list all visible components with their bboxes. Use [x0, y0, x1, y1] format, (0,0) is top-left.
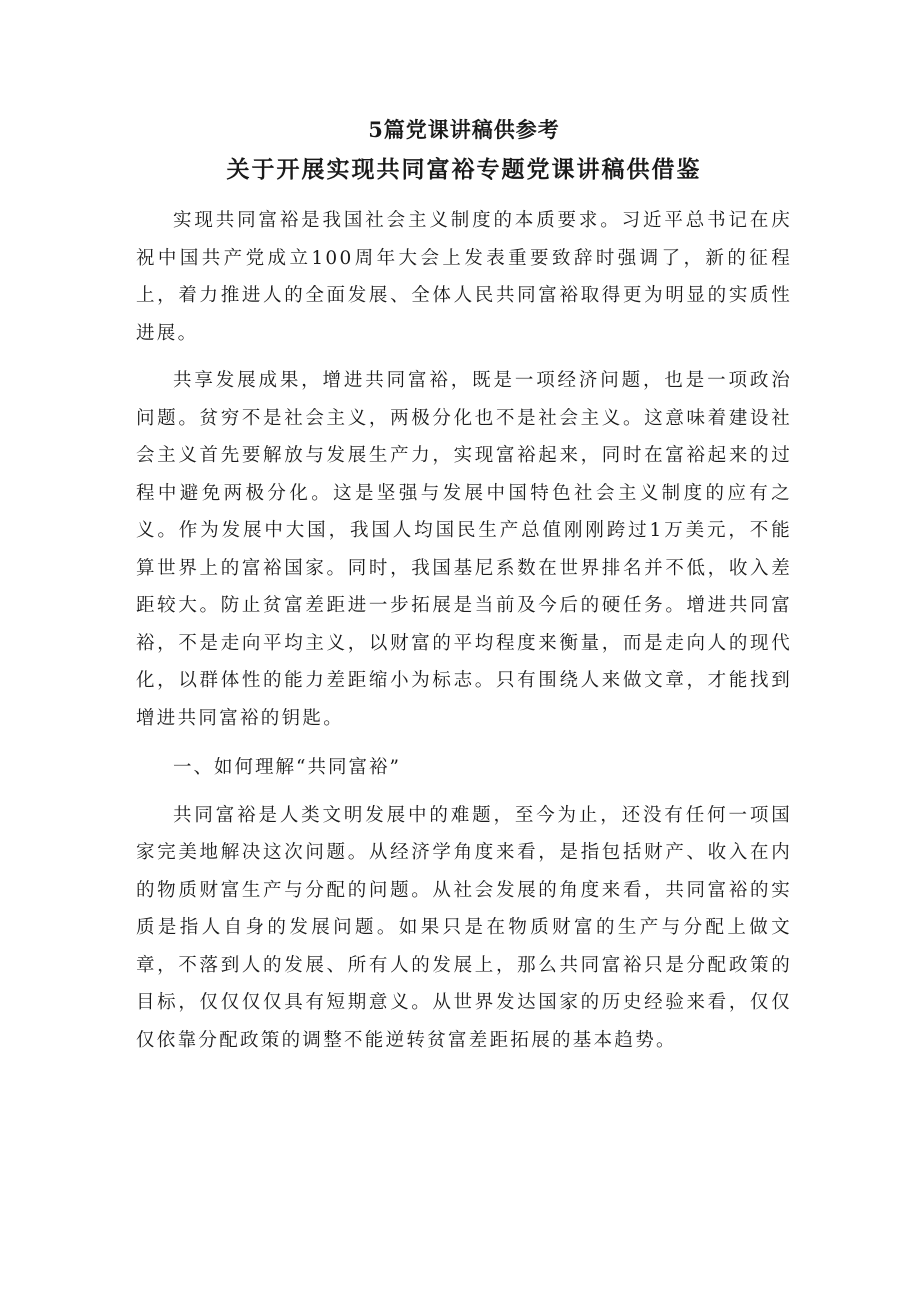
paragraph-section-one: 共同富裕是人类文明发展中的难题，至今为止，还没有任何一项国家完美地解决这次问题。从经济学角度来看，是指包括财产、收入在内的物质财富生产与分配的问题。从社会发展的角度来看，共同富裕的实质是指人自身的发展问题。如果只是在物质财富的生产与分配上做文章，不落到人的发展、所有人的发展上，那么共同富裕只是分配政策的目标，仅仅仅仅具有短期意义。从世界发达国家的历史经验来看，仅仅仅依靠分配政策的调整不能逆转贫富差距拓展的基本趋势。 — [136, 804, 792, 1051]
document-title: 5篇党课讲稿供参考 — [368, 117, 560, 142]
document-body — [136, 112, 792, 1059]
section-heading: 一、如何理解“共同富裕” — [173, 757, 401, 778]
paragraph-intro: 实现共同富裕是我国社会主义制度的本质要求。习近平总书记在庆祝中国共产党成立100周年大会上发表重要致辞时强调了，新的征程上，着力推进人的全面发展、全体人民共同富裕取得更为明显的实质性进展。 — [136, 210, 792, 344]
paragraph-shared-development: 共享发展成果，增进共同富裕，既是一项经济问题，也是一项政治问题。贫穷不是社会主义，两极分化也不是社会主义。这意味着建设社会主义首先要解放与发展生产力，实现富裕起来，同时在富裕起来的过程中避免两极分化。这是坚强与发展中国特色社会主义制度的应有之义。作为发展中大国，我国人均国民生产总值刚刚跨过1万美元，不能算世界上的富裕国家。同时，我国基尼系数在世界排名并不低，收入差距较大。防止贫富差距进一步拓展是当前及今后的硬任务。增进共同富裕，不是走向平均主义，以财富的平均程度来衡量，而是走向人的现代化，以群体性的能力差距缩小为标志。只有围绕人来做文章，才能找到增进共同富裕的钥匙。 — [136, 370, 792, 729]
document-subtitle: 关于开展实现共同富裕专题党课讲稿供借鉴 — [226, 156, 702, 183]
